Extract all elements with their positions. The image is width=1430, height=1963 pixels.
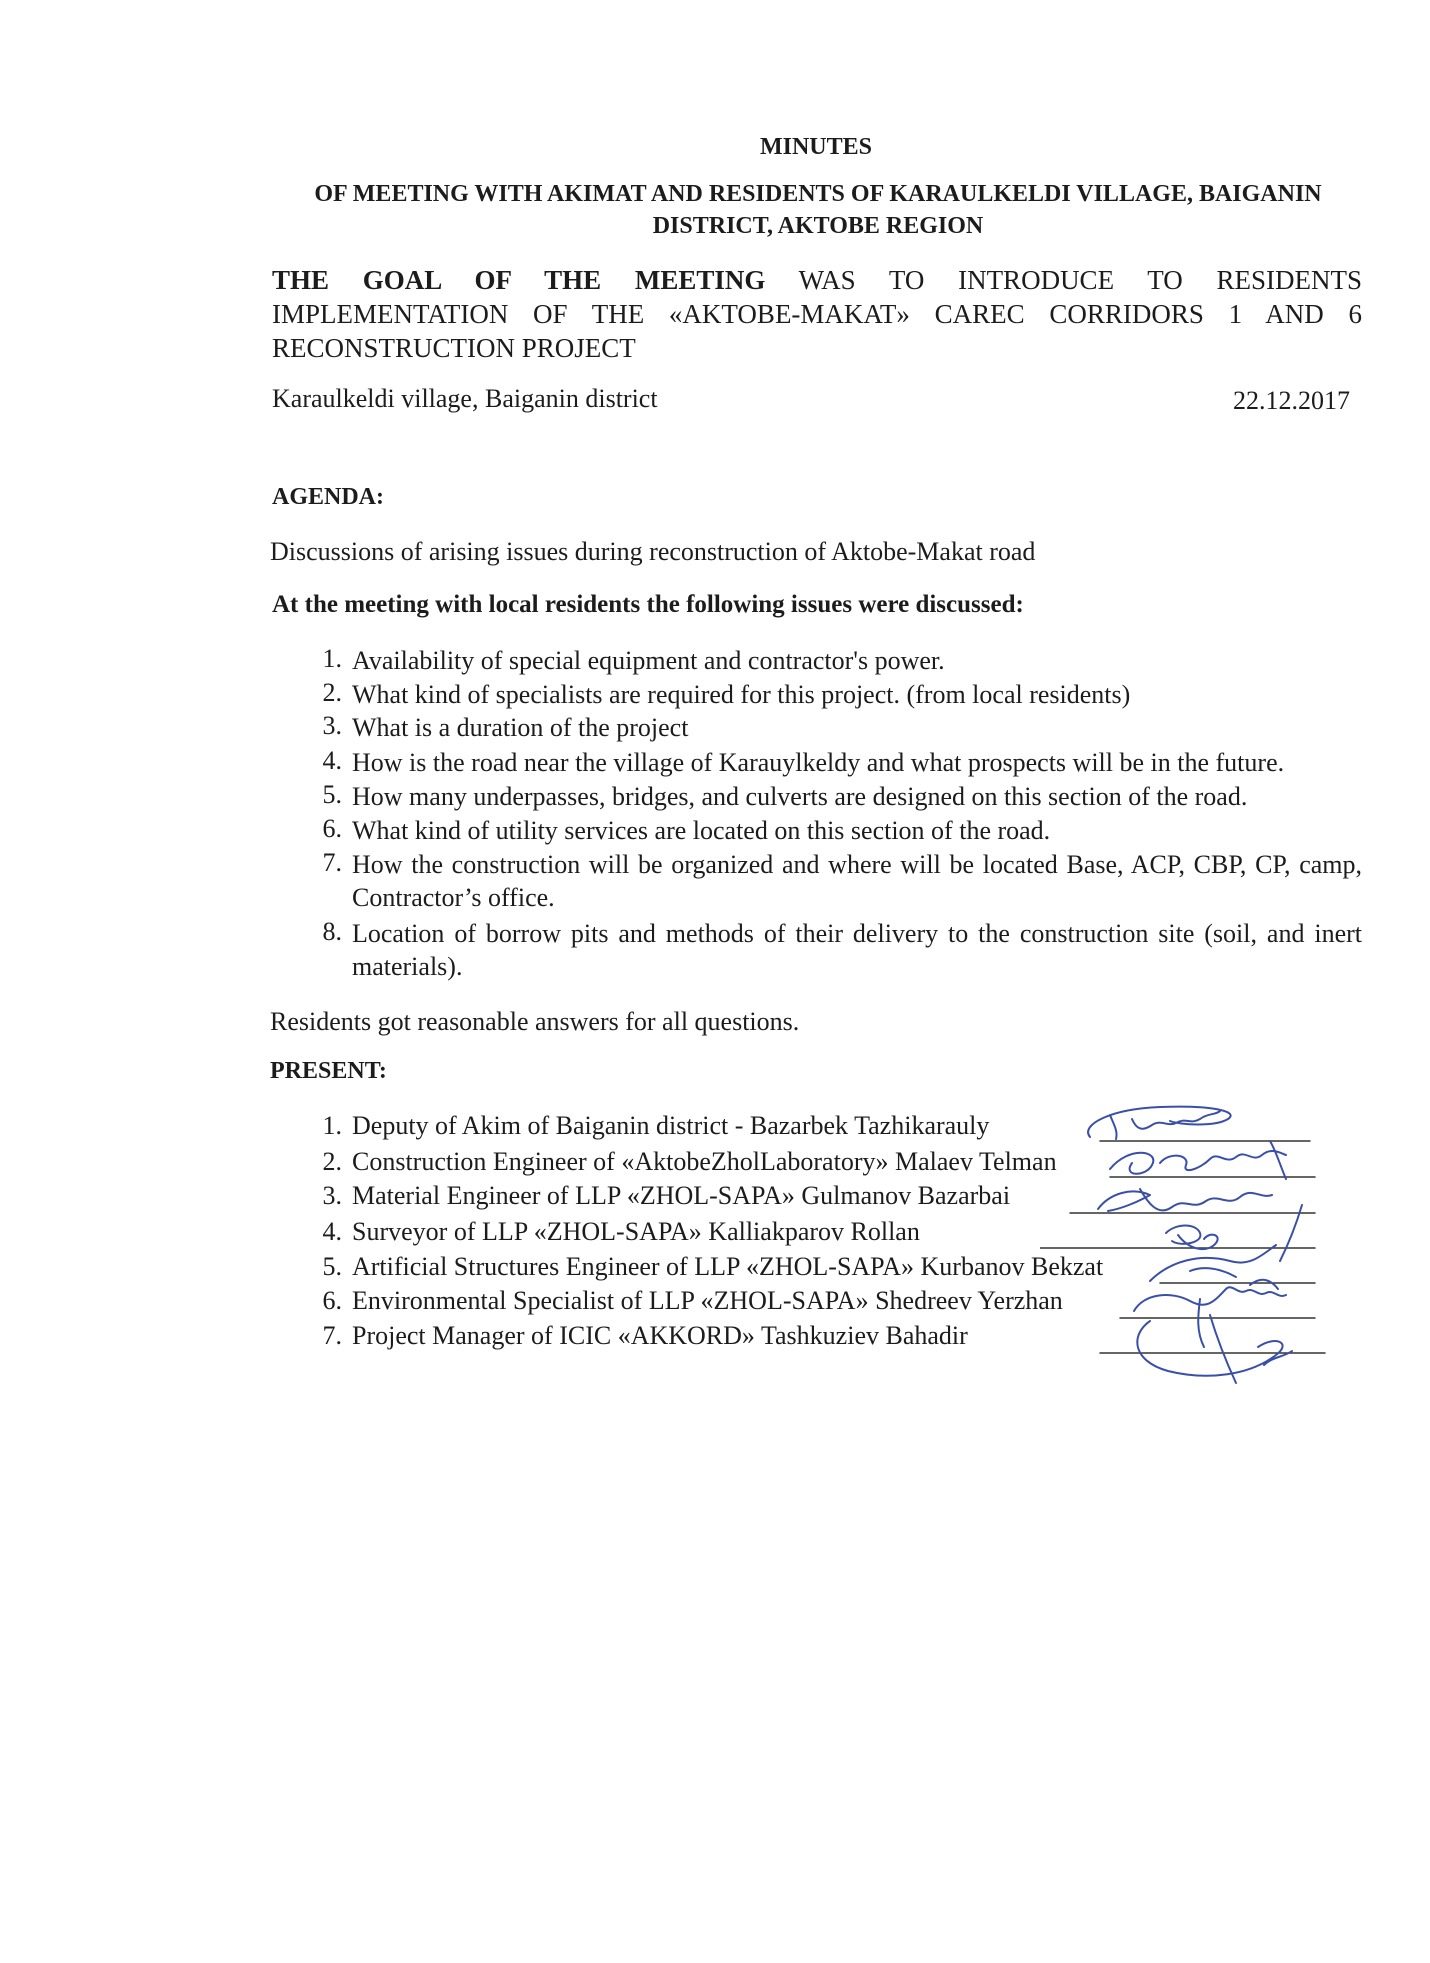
list-item-text: Availability of special equipment and contractor's power. xyxy=(352,646,945,675)
attendee-text: Deputy of Akim of Baiganin district - Bazarbek Tazhikarauly xyxy=(352,1111,990,1140)
attendee-number: 3. xyxy=(322,1181,342,1210)
attendee-number: 6. xyxy=(322,1286,342,1315)
signature-5 xyxy=(1150,1205,1302,1289)
attendee-text: Environmental Specialist of LLP «ZHOL-SAPA» Shedreev Yerzhan xyxy=(352,1286,1063,1315)
agenda-text: Discussions of arising issues during reconstruction of Aktobe-Makat road xyxy=(270,537,1036,566)
signatures-block xyxy=(1040,1085,1340,1385)
meeting-date: 22.12.2017 xyxy=(1233,386,1350,415)
attendee-text: Project Manager of ICIC «AKKORD» Tashkuziev Bahadir xyxy=(352,1321,968,1350)
signature-lines xyxy=(1040,1141,1325,1353)
list-item-number: 1. xyxy=(322,644,342,673)
attendee-number: 4. xyxy=(322,1217,342,1246)
meeting-goal xyxy=(272,263,1362,365)
list-item-number: 7. xyxy=(322,848,342,877)
list-item-text: What kind of specialists are required for this project. (from local residents) xyxy=(352,680,1131,709)
signature-4 xyxy=(1166,1226,1218,1250)
document-subtitle: OF MEETING WITH AKIMAT AND RESIDENTS OF KARAULKELDI VILLAGE, BAIGANIN DISTRICT, AKTOBE REGION xyxy=(314,181,1322,239)
list-item-text: How many underpasses, bridges, and culverts are designed on this section of the road. xyxy=(352,782,1248,811)
list-item-number: 2. xyxy=(322,678,342,707)
list-item-number: 6. xyxy=(322,814,342,843)
attendee-text: Surveyor of LLP «ZHOL-SAPA» Kalliakparov Rollan xyxy=(352,1217,920,1246)
attendee-text: Artificial Structures Engineer of LLP «ZHOL-SAPA» Kurbanov Bekzat xyxy=(352,1252,1104,1281)
present-heading: PRESENT: xyxy=(270,1058,387,1084)
list-item-text: Location of borrow pits and methods of their delivery to the construction site (soil, and inert materials). xyxy=(352,919,1362,981)
signature-7 xyxy=(1137,1315,1292,1383)
signature-1 xyxy=(1088,1107,1231,1139)
attendee-text: Construction Engineer of «AktobeZholLaboratory» Malaev Telman xyxy=(352,1147,1057,1176)
meeting-location: Karaulkeldi village, Baiganin district xyxy=(272,384,658,413)
goal-lead: THE GOAL OF THE MEETING xyxy=(272,265,766,295)
list-item-text: What is a duration of the project xyxy=(352,713,689,742)
residents-note: Residents got reasonable answers for all questions. xyxy=(270,1007,800,1036)
signature-3 xyxy=(1098,1189,1272,1211)
attendee-number: 5. xyxy=(322,1252,342,1281)
list-item-text: What kind of utility services are located on this section of the road. xyxy=(352,816,1051,845)
attendee-number: 2. xyxy=(322,1147,342,1176)
list-item-number: 3. xyxy=(322,711,342,740)
document-title: MINUTES xyxy=(759,134,873,160)
attendee-number: 1. xyxy=(322,1111,342,1140)
signature-2 xyxy=(1110,1141,1286,1179)
list-item-number: 8. xyxy=(322,917,342,946)
list-item-number: 4. xyxy=(322,746,342,775)
list-item-text: How is the road near the village of Karauylkeldy and what prospects will be in the future. xyxy=(352,748,1285,777)
attendee-text: Material Engineer of LLP «ZHOL-SAPA» Gulmanov Bazarbai xyxy=(352,1181,1011,1210)
list-item-number: 5. xyxy=(322,780,342,809)
attendee-number: 7. xyxy=(322,1321,342,1350)
issues-heading: At the meeting with local residents the following issues were discussed: xyxy=(272,591,1024,618)
list-item-text: How the construction will be organized and where will be located Base, ACP, CBP, CP, camp, Contractor’s office. xyxy=(352,850,1362,912)
goal-text: WAS TO INTRODUCE TO RESIDENTS IMPLEMENTATION OF THE «AKTOBE-MAKAT» CAREC CORRIDORS 1 AND 6 RECONSTRUCTION PROJECT xyxy=(272,265,1362,363)
agenda-heading: AGENDA: xyxy=(272,484,384,510)
